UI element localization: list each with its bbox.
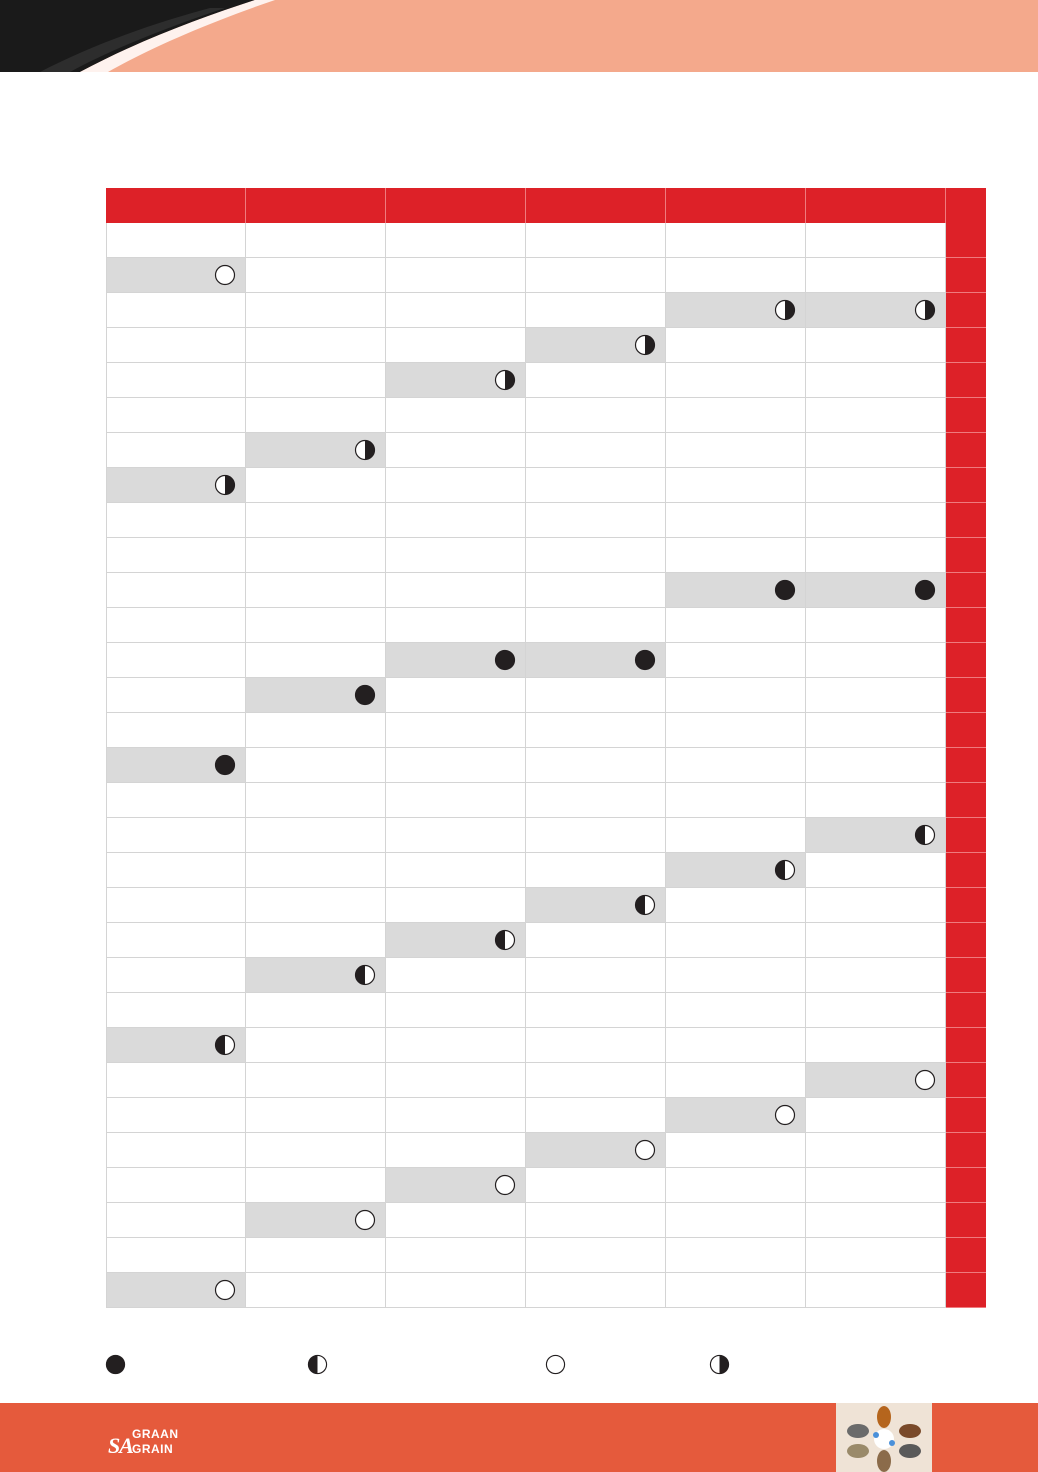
table-cell <box>106 1028 246 1063</box>
table-header-cell <box>666 188 806 223</box>
table-cell <box>246 993 386 1028</box>
table-cell <box>386 538 526 573</box>
filled-circle-icon <box>105 1354 126 1375</box>
table-cell <box>666 993 806 1028</box>
table-cell <box>806 538 946 573</box>
table-cell <box>246 573 386 608</box>
table-cell <box>526 643 666 678</box>
table-cell <box>246 958 386 993</box>
table-side-cell <box>946 293 986 328</box>
table-cell <box>806 468 946 503</box>
table-side-cell <box>946 783 986 818</box>
table-cell <box>106 1238 246 1273</box>
table-cell <box>526 433 666 468</box>
table-cell <box>386 363 526 398</box>
logo-sa-text: SA <box>108 1433 133 1458</box>
table-cell <box>106 993 246 1028</box>
table-cell <box>526 1203 666 1238</box>
table-header-side <box>946 188 986 223</box>
table-cell <box>666 503 806 538</box>
table-side-cell <box>946 923 986 958</box>
table-side-cell <box>946 1238 986 1273</box>
empty-circle-icon <box>774 1104 796 1126</box>
table-cell <box>806 993 946 1028</box>
table-cell <box>386 1238 526 1273</box>
half-right-circle-icon <box>774 299 796 321</box>
table-cell <box>386 608 526 643</box>
table-cell <box>526 1063 666 1098</box>
table-cell <box>666 1168 806 1203</box>
table-cell <box>106 433 246 468</box>
table-cell <box>666 1133 806 1168</box>
table-cell <box>806 923 946 958</box>
table-cell <box>806 1098 946 1133</box>
table-cell <box>386 958 526 993</box>
table-cell <box>526 993 666 1028</box>
table-cell <box>526 363 666 398</box>
table-cell <box>106 293 246 328</box>
table-cell <box>106 328 246 363</box>
table-cell <box>246 1028 386 1063</box>
table-cell <box>526 818 666 853</box>
table-cell <box>106 223 246 258</box>
table-cell <box>526 468 666 503</box>
table-cell <box>386 1028 526 1063</box>
table-cell <box>806 293 946 328</box>
half-left-circle-icon <box>354 964 376 986</box>
table-cell <box>106 678 246 713</box>
table-cell <box>106 1273 246 1308</box>
table-side-cell <box>946 398 986 433</box>
table-cell <box>666 433 806 468</box>
table-cell <box>666 608 806 643</box>
table-cell <box>526 293 666 328</box>
table-cell <box>666 888 806 923</box>
table-cell <box>386 888 526 923</box>
table-cell <box>666 258 806 293</box>
table-cell <box>666 223 806 258</box>
table-cell <box>526 678 666 713</box>
table-cell <box>106 538 246 573</box>
table-cell <box>386 398 526 433</box>
table-header-cell <box>106 188 246 223</box>
table-cell <box>666 1273 806 1308</box>
table-cell <box>666 678 806 713</box>
table-cell <box>806 573 946 608</box>
table-cell <box>246 748 386 783</box>
table-cell <box>666 1063 806 1098</box>
table-side-cell <box>946 713 986 748</box>
table-cell <box>666 1028 806 1063</box>
table-side-cell <box>946 468 986 503</box>
table-side-cell <box>946 538 986 573</box>
table-cell <box>246 853 386 888</box>
table-cell <box>386 1273 526 1308</box>
table-cell <box>666 713 806 748</box>
banner-graphic <box>0 0 1038 72</box>
table-cell <box>526 1273 666 1308</box>
table-cell <box>806 1238 946 1273</box>
table-cell <box>246 783 386 818</box>
table-cell <box>526 573 666 608</box>
table-cell <box>106 398 246 433</box>
table-cell <box>806 398 946 433</box>
table-cell <box>246 503 386 538</box>
table-cell <box>526 748 666 783</box>
table-cell <box>386 783 526 818</box>
table-cell <box>386 713 526 748</box>
table-cell <box>526 1098 666 1133</box>
table <box>106 188 986 1308</box>
table-cell <box>386 923 526 958</box>
table-side-cell <box>946 1273 986 1308</box>
filled-circle-icon <box>214 754 236 776</box>
table-cell <box>666 363 806 398</box>
table-side-cell <box>946 818 986 853</box>
half-right-circle-icon <box>494 369 516 391</box>
half-left-circle-icon <box>914 824 936 846</box>
footer <box>0 1403 1038 1472</box>
table-cell <box>806 853 946 888</box>
table-cell <box>806 503 946 538</box>
top-banner <box>0 0 1038 72</box>
table-cell <box>106 468 246 503</box>
table-cell <box>246 538 386 573</box>
table-cell <box>106 888 246 923</box>
table-cell <box>246 1063 386 1098</box>
table-cell <box>806 258 946 293</box>
table-cell <box>806 783 946 818</box>
table-cell <box>246 433 386 468</box>
table-cell <box>386 223 526 258</box>
table-side-cell <box>946 1098 986 1133</box>
table-side-cell <box>946 888 986 923</box>
table-cell <box>386 433 526 468</box>
table-cell <box>246 713 386 748</box>
sa-grain-logo <box>108 1425 188 1461</box>
table-side-cell <box>946 678 986 713</box>
table-side-cell <box>946 1133 986 1168</box>
table-side-cell <box>946 1063 986 1098</box>
table-cell <box>806 608 946 643</box>
half-right-circle-icon <box>709 1354 730 1375</box>
table-cell <box>106 713 246 748</box>
table-side-cell <box>946 258 986 293</box>
table-cell <box>246 818 386 853</box>
table-cell <box>526 223 666 258</box>
table-cell <box>106 573 246 608</box>
table-side-cell <box>946 643 986 678</box>
table-cell <box>246 678 386 713</box>
table-cell <box>246 1203 386 1238</box>
table-cell <box>386 818 526 853</box>
table-cell <box>106 958 246 993</box>
table-cell <box>106 853 246 888</box>
table-cell <box>526 783 666 818</box>
table-cell <box>806 363 946 398</box>
table-header-cell <box>806 188 946 223</box>
table-side-cell <box>946 573 986 608</box>
table-cell <box>666 1203 806 1238</box>
half-left-circle-icon <box>307 1354 328 1375</box>
half-left-circle-icon <box>774 859 796 881</box>
table-cell <box>106 923 246 958</box>
table-cell <box>386 1168 526 1203</box>
table-cell <box>526 1238 666 1273</box>
table-cell <box>386 1063 526 1098</box>
table-cell <box>246 923 386 958</box>
table-cell <box>246 888 386 923</box>
table-cell <box>526 608 666 643</box>
table-cell <box>106 1203 246 1238</box>
table-cell <box>386 503 526 538</box>
table-header-cell <box>246 188 386 223</box>
table-cell <box>106 1098 246 1133</box>
empty-circle-icon <box>214 264 236 286</box>
table-cell <box>246 1273 386 1308</box>
empty-circle-icon <box>914 1069 936 1091</box>
table-cell <box>106 748 246 783</box>
half-right-circle-icon <box>354 439 376 461</box>
table-cell <box>386 853 526 888</box>
table-cell <box>106 1133 246 1168</box>
logo-grain-text: GRAIN <box>132 1442 174 1456</box>
table-cell <box>386 993 526 1028</box>
table-cell <box>386 573 526 608</box>
table-cell <box>106 363 246 398</box>
table-cell <box>806 223 946 258</box>
table-cell <box>806 1028 946 1063</box>
table-cell <box>526 538 666 573</box>
table-cell <box>526 958 666 993</box>
table-cell <box>806 678 946 713</box>
table-cell <box>106 1168 246 1203</box>
table-cell <box>246 258 386 293</box>
grain-emblem-logo <box>836 1403 932 1472</box>
table-cell <box>246 293 386 328</box>
table-side-cell <box>946 433 986 468</box>
table-cell <box>246 1238 386 1273</box>
table-cell <box>386 328 526 363</box>
table-cell <box>806 713 946 748</box>
empty-circle-icon <box>545 1354 566 1375</box>
table-cell <box>806 1273 946 1308</box>
table-cell <box>666 1238 806 1273</box>
table-cell <box>106 783 246 818</box>
table-cell <box>666 468 806 503</box>
table-cell <box>666 538 806 573</box>
table-cell <box>386 468 526 503</box>
table-side-cell <box>946 993 986 1028</box>
table-side-cell <box>946 1203 986 1238</box>
table-side-cell <box>946 363 986 398</box>
table-cell <box>806 818 946 853</box>
table-cell <box>386 1133 526 1168</box>
table-cell <box>666 293 806 328</box>
table-cell <box>526 328 666 363</box>
table-cell <box>106 818 246 853</box>
table-cell <box>246 1168 386 1203</box>
table-side-cell <box>946 853 986 888</box>
empty-circle-icon <box>634 1139 656 1161</box>
logo-graan-text: GRAAN <box>132 1427 179 1441</box>
table-header-cell <box>386 188 526 223</box>
table-cell <box>666 783 806 818</box>
table-cell <box>106 503 246 538</box>
table-cell <box>806 888 946 923</box>
table-cell <box>106 643 246 678</box>
table-side-cell <box>946 328 986 363</box>
table-cell <box>806 1203 946 1238</box>
table-cell <box>386 293 526 328</box>
table-side-cell <box>946 1168 986 1203</box>
table-side-cell <box>946 1028 986 1063</box>
table-cell <box>386 1203 526 1238</box>
table-cell <box>666 748 806 783</box>
table-cell <box>526 1133 666 1168</box>
table-cell <box>246 398 386 433</box>
empty-circle-icon <box>494 1174 516 1196</box>
empty-circle-icon <box>354 1209 376 1231</box>
table-cell <box>246 223 386 258</box>
table-cell <box>386 258 526 293</box>
table-cell <box>526 503 666 538</box>
table-side-cell <box>946 958 986 993</box>
filled-circle-icon <box>774 579 796 601</box>
table-cell <box>246 328 386 363</box>
table-cell <box>386 1098 526 1133</box>
table-cell <box>526 398 666 433</box>
table-cell <box>526 888 666 923</box>
table-cell <box>386 678 526 713</box>
table-cell <box>666 1098 806 1133</box>
table-header-cell <box>526 188 666 223</box>
table-cell <box>526 1168 666 1203</box>
table-cell <box>106 258 246 293</box>
table-cell <box>666 328 806 363</box>
table-cell <box>526 853 666 888</box>
table-cell <box>386 748 526 783</box>
table-cell <box>106 1063 246 1098</box>
half-left-circle-icon <box>494 929 516 951</box>
table-cell <box>806 748 946 783</box>
filled-circle-icon <box>634 649 656 671</box>
table-cell <box>806 1168 946 1203</box>
table-side-cell <box>946 748 986 783</box>
half-left-circle-icon <box>214 1034 236 1056</box>
table-cell <box>666 853 806 888</box>
table-cell <box>806 643 946 678</box>
table-cell <box>666 958 806 993</box>
filled-circle-icon <box>914 579 936 601</box>
table-cell <box>806 328 946 363</box>
table-side-cell <box>946 503 986 538</box>
table-cell <box>806 1133 946 1168</box>
table-cell <box>806 1063 946 1098</box>
table-cell <box>246 608 386 643</box>
table-cell <box>246 363 386 398</box>
half-right-circle-icon <box>914 299 936 321</box>
filled-circle-icon <box>494 649 516 671</box>
table-cell <box>246 1098 386 1133</box>
table-cell <box>246 643 386 678</box>
table-cell <box>246 468 386 503</box>
table-cell <box>246 1133 386 1168</box>
half-right-circle-icon <box>634 334 656 356</box>
table-cell <box>806 433 946 468</box>
table-side-cell <box>946 608 986 643</box>
table-cell <box>526 258 666 293</box>
half-left-circle-icon <box>634 894 656 916</box>
table-cell <box>386 643 526 678</box>
table-cell <box>526 1028 666 1063</box>
table-cell <box>526 923 666 958</box>
table-cell <box>666 643 806 678</box>
empty-circle-icon <box>214 1279 236 1301</box>
table-cell <box>106 608 246 643</box>
table-cell <box>526 713 666 748</box>
table-cell <box>806 958 946 993</box>
table-cell <box>666 923 806 958</box>
table-cell <box>666 818 806 853</box>
table-side-cell <box>946 223 986 258</box>
table-cell <box>666 573 806 608</box>
table-cell <box>666 398 806 433</box>
filled-circle-icon <box>354 684 376 706</box>
half-right-circle-icon <box>214 474 236 496</box>
